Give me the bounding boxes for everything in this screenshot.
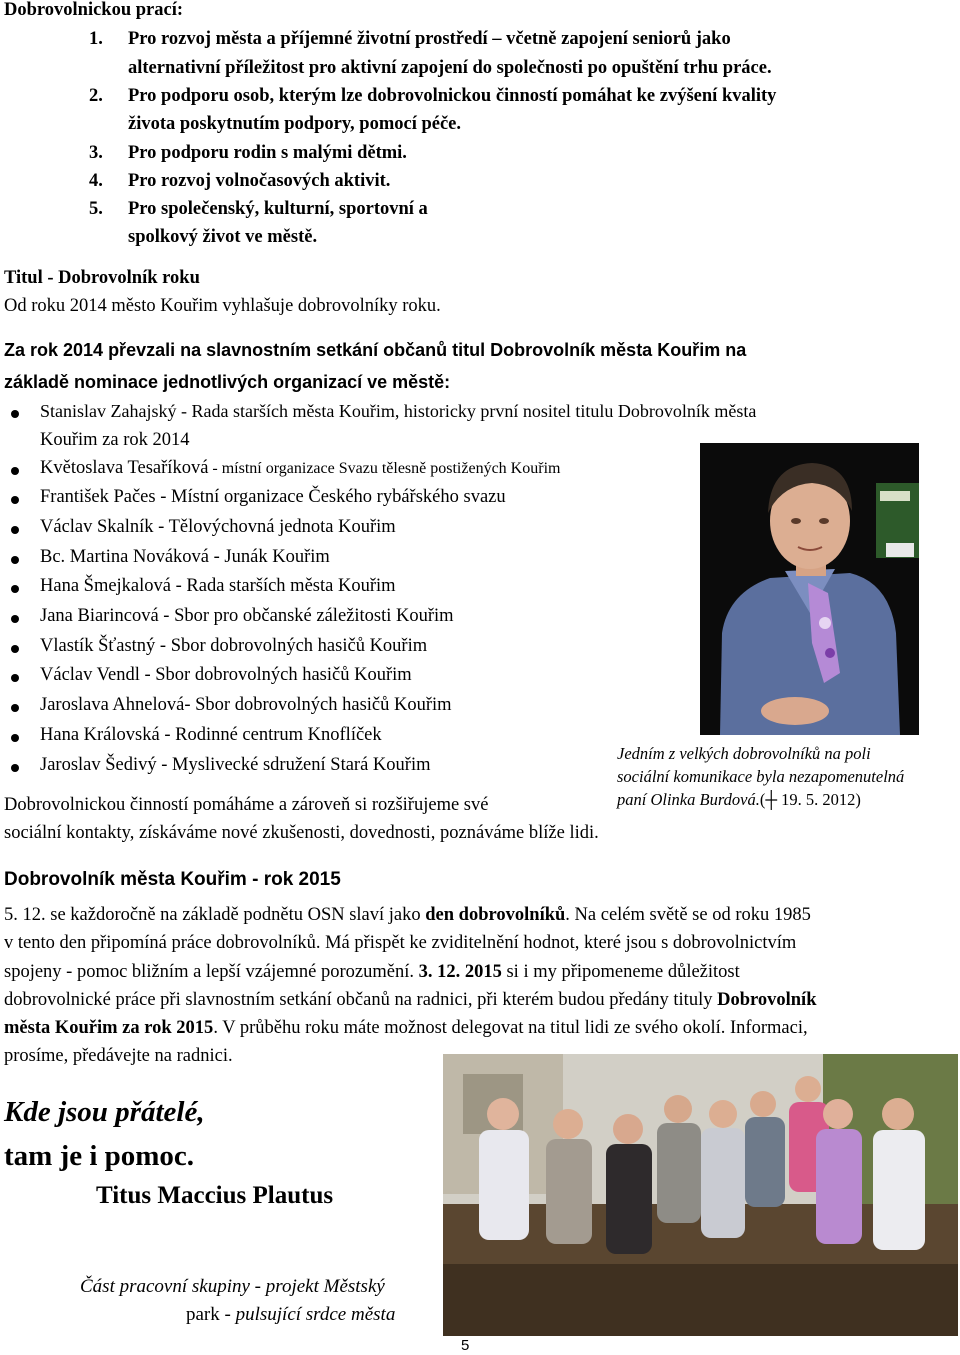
page-number: 5 (461, 1337, 470, 1354)
list-item: Jaroslava Ahnelová- Sbor dobrovolných hasičů Kouřim (40, 695, 452, 715)
section-2015-line: spojeny - pomoc bližním a lepší vzájemné porozumění. 3. 12. 2015 si i my připomeneme důležitost (4, 962, 740, 982)
title-text: Od roku 2014 město Kouřim vyhlašuje dobrovolníky roku. (4, 296, 441, 316)
quote-line: Kde jsou přátelé, (4, 1096, 205, 1128)
bullet-icon (11, 496, 19, 504)
bullet-icon (11, 674, 19, 682)
group-photo (443, 1054, 958, 1336)
list-item: Hana Královská - Rodinné centrum Knoflíček (40, 725, 382, 745)
list-item-line: spolkový život ve městě. (128, 227, 318, 247)
list-item: Václav Skalník - Tělovýchovná jednota Kouřim (40, 517, 396, 537)
list-item-line: Pro podporu rodin s malými dětmi. (128, 143, 407, 163)
list-item-line: alternativní příležitost pro aktivní zapojení do společnosti po opuštění trhu práce. (128, 58, 772, 78)
quote-author: Titus Maccius Plautus (96, 1182, 334, 1209)
list-item-line: Pro podporu osob, kterým lze dobrovolnickou činností pomáhat ke zvýšení kvality (128, 86, 777, 106)
group-caption-line: park - pulsující srdce města (186, 1304, 396, 1325)
list-item: Květoslava Tesaříková - místní organizace Svazu tělesně postižených Kouřim (40, 458, 561, 478)
list-item: Jana Biarincová - Sbor pro občanské záležitosti Kouřim (40, 606, 454, 626)
list-item: Stanislav Zahajský - Rada starších města Kouřim, historicky první nositel titulu Dobrovolník města (40, 401, 757, 421)
list-item-line: Pro rozvoj města a příjemné životní prostředí – včetně zapojení seniorů jako (128, 29, 731, 49)
section-2015-line: města Kouřim za rok 2015. V průběhu roku máte možnost delegovat na titul lidi ze svého okolí. Informaci, (4, 1018, 808, 1038)
award-heading-line2: základě nominace jednotlivých organizací ve městě: (4, 372, 451, 392)
bullet-icon (11, 734, 19, 742)
portrait-caption-line: paní Olinka Burdová.(┼ 19. 5. 2012) (617, 790, 861, 809)
portrait-photo (700, 443, 919, 735)
group-caption-line: Část pracovní skupiny - projekt Městský (80, 1276, 385, 1297)
section-2015-line: 5. 12. se každoročně na základě podnětu OSN slaví jako den dobrovolníků. Na celém světě se od roku 1985 (4, 905, 811, 925)
list-number: 2. (89, 86, 103, 106)
list-item: Hana Šmejkalová - Rada starších města Kouřim (40, 576, 396, 596)
closing-line: Dobrovolnickou činností pomáháme a zároveň si rozšiřujeme své (4, 795, 489, 815)
bullet-icon (11, 410, 19, 418)
list-item-line: Pro rozvoj volnočasových aktivit. (128, 171, 391, 191)
section-2015-line: v tento den připomíná práce dobrovolníků. Má přispět ke zviditelnění hodnot, které jsou s dobrovolnictvím (4, 933, 797, 953)
bullet-icon (11, 764, 19, 772)
portrait-caption-line: sociální komunikace byla nezapomenutelná (617, 767, 905, 786)
award-heading-line1: Za rok 2014 převzali na slavnostním setkání občanů titul Dobrovolník města Kouřim na (4, 340, 747, 360)
bullet-icon (11, 467, 19, 475)
list-item-line: Pro společenský, kulturní, sportovní a (128, 199, 428, 219)
portrait-caption-line: Jedním z velkých dobrovolníků na poli (617, 744, 871, 763)
list-item: Bc. Martina Nováková - Junák Kouřim (40, 547, 330, 567)
intro-heading: Dobrovolnickou prací: (4, 0, 184, 20)
list-number: 1. (89, 29, 103, 49)
list-item: František Pačes - Místní organizace Českého rybářského svazu (40, 487, 506, 507)
list-item: Kouřim za rok 2014 (40, 430, 190, 450)
closing-line: sociální kontakty, získáváme nové zkušenosti, dovednosti, poznáváme blíže lidi. (4, 823, 599, 843)
bullet-icon (11, 615, 19, 623)
section-2015-heading: Dobrovolník města Kouřim - rok 2015 (4, 869, 341, 890)
list-number: 4. (89, 171, 103, 191)
section-2015-line: prosíme, předávejte na radnici. (4, 1046, 233, 1066)
bullet-icon (11, 526, 19, 534)
bullet-icon (11, 704, 19, 712)
section-2015-line: dobrovolnické práce při slavnostním setkání občanů na radnici, při kterém budou předány tituly Dobrovolník (4, 990, 817, 1010)
quote-line: tam je i pomoc. (4, 1140, 195, 1172)
bullet-icon (11, 645, 19, 653)
list-item: Václav Vendl - Sbor dobrovolných hasičů Kouřim (40, 665, 412, 685)
bullet-icon (11, 556, 19, 564)
list-item: Jaroslav Šedivý - Myslivecké sdružení Stará Kouřim (40, 755, 431, 775)
title-heading: Titul - Dobrovolník roku (4, 268, 200, 288)
bullet-icon (11, 585, 19, 593)
list-item-line: života poskytnutím podpory, pomocí péče. (128, 114, 462, 134)
list-number: 3. (89, 143, 103, 163)
list-item: Vlastík Šťastný - Sbor dobrovolných hasičů Kouřim (40, 636, 428, 656)
list-number: 5. (89, 199, 103, 219)
